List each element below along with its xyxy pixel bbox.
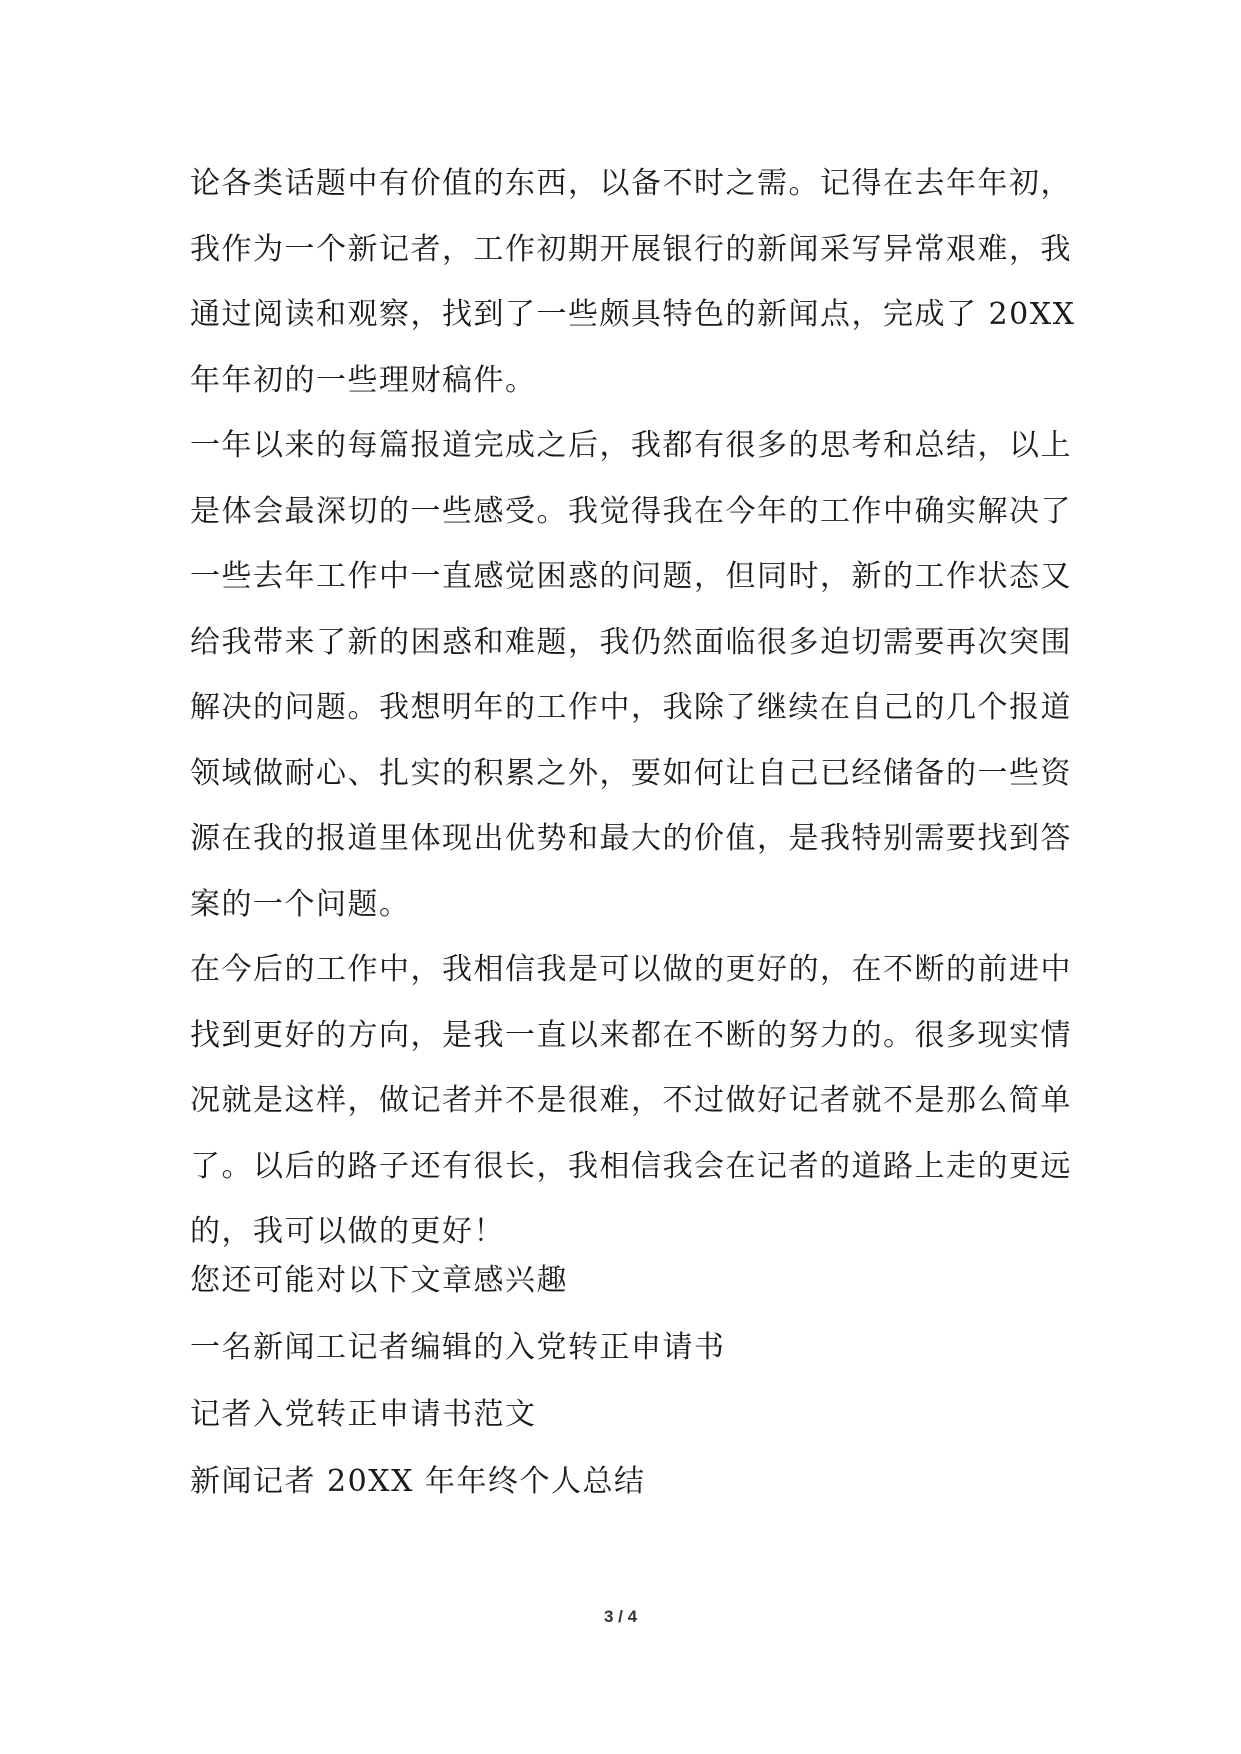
- text-line: 给我带来了新的困惑和难题，我仍然面临很多迫切需要再次突围: [190, 624, 1072, 660]
- article-body: [190, 160, 1076, 1274]
- related-articles: [190, 1257, 1070, 1525]
- text-line: 案的一个问题。: [190, 886, 411, 922]
- text-line: 了。以后的路子还有很长，我相信我会在记者的道路上走的更远: [190, 1148, 1072, 1184]
- text-line: 年年初的一些理财稿件。: [190, 362, 537, 398]
- page-number: 3 / 4: [603, 1607, 638, 1626]
- related-heading: 您还可能对以下文章感兴趣: [190, 1263, 568, 1298]
- text-line: 领域做耐心、扎实的积累之外，要如何让自己已经储备的一些资: [190, 755, 1072, 791]
- text-line: 我作为一个新记者，工作初期开展银行的新闻采写异常艰难，我: [190, 231, 1072, 267]
- related-link[interactable]: 一名新闻工记者编辑的入党转正申请书: [190, 1330, 726, 1365]
- text-line: 一些去年工作中一直感觉困惑的问题，但同时，新的工作状态又: [190, 559, 1072, 594]
- paragraph-3: [190, 946, 1070, 1274]
- text-line: 解决的问题。我想明年的工作中，我除了继续在自己的几个报道: [190, 690, 1072, 725]
- related-link[interactable]: 新闻记者 20XX 年年终个人总结: [190, 1464, 646, 1499]
- paragraph-2: [190, 422, 1070, 946]
- text-line: 的，我可以做的更好！: [190, 1214, 505, 1249]
- text-line: 论各类话题中有价值的东西，以备不时之需。记得在去年年初，: [190, 166, 1072, 201]
- text-line: 一年以来的每篇报道完成之后，我都有很多的思考和总结，以上: [190, 428, 1072, 463]
- text-line: 在今后的工作中，我相信我是可以做的更好的，在不断的前进中: [190, 952, 1072, 987]
- text-line: 是体会最深切的一些感受。我觉得我在今年的工作中确实解决了: [190, 493, 1072, 529]
- text-line: 通过阅读和观察，找到了一些颇具特色的新闻点，完成了 20XX: [190, 297, 1076, 332]
- text-line: 况就是这样，做记者并不是很难，不过做好记者就不是那么简单: [190, 1083, 1072, 1118]
- text-line: 源在我的报道里体现出优势和最大的价值，是我特别需要找到答: [190, 821, 1072, 856]
- related-link[interactable]: 记者入党转正申请书范文: [190, 1397, 537, 1432]
- text-line: 找到更好的方向，是我一直以来都在不断的努力的。很多现实情: [190, 1017, 1072, 1053]
- paragraph-1: [190, 160, 1076, 422]
